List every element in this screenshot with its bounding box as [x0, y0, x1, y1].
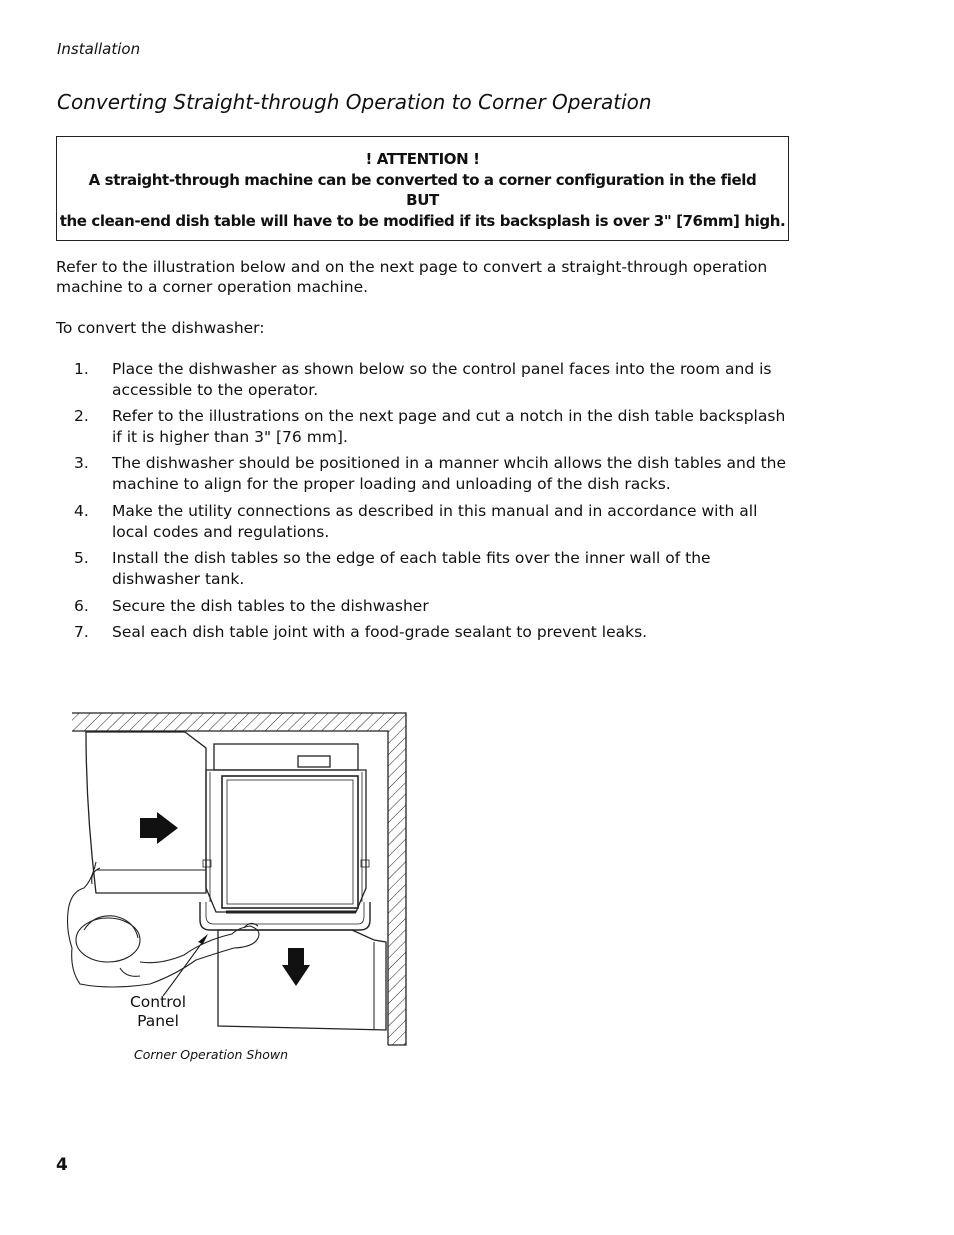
control-panel-callout	[122, 993, 194, 1031]
callout-line: Panel	[137, 1012, 179, 1030]
figure-caption: Corner Operation Shown	[134, 1047, 289, 1062]
illustration-drawing	[60, 705, 420, 1053]
step-number: 6.	[74, 597, 89, 615]
steps-list	[56, 359, 796, 644]
step-item	[56, 453, 796, 501]
step-item	[56, 359, 796, 406]
attention-line: BUT	[406, 191, 439, 209]
step-item	[56, 622, 796, 644]
clean-dish-table	[218, 930, 386, 1030]
attention-line: the clean-end dish table will have to be modified if its backsplash is over 3" [76mm] high.	[59, 211, 786, 230]
operator-figure	[68, 862, 260, 987]
step-item	[56, 596, 796, 622]
soiled-dish-table	[86, 732, 206, 893]
step-item	[56, 501, 796, 548]
step-number: 7.	[74, 623, 89, 641]
step-text: Make the utility connections as described in this manual and in accordance with all local codes and regulations.	[112, 502, 758, 541]
step-item	[56, 406, 796, 453]
step-number: 4.	[74, 502, 89, 520]
right-arrow-icon	[140, 812, 178, 844]
section-label: Installation	[57, 40, 141, 58]
dishwasher-body	[200, 744, 370, 930]
convert-lead: To convert the dishwasher:	[56, 319, 265, 337]
step-item	[56, 548, 796, 596]
callout-leaders	[163, 940, 204, 996]
step-text: Secure the dish tables to the dishwasher	[112, 597, 429, 615]
page-number: 4	[56, 1155, 68, 1175]
callout-line: Control	[129, 993, 187, 1011]
step-text: Seal each dish table joint with a food-grade sealant to prevent leaks.	[112, 623, 648, 641]
page-title: Converting Straight-through Operation to Corner Operation	[57, 90, 652, 114]
attention-notice	[56, 136, 789, 241]
step-number: 3.	[74, 454, 89, 472]
step-text: Refer to the illustrations on the next page and cut a notch in the dish table backsplash if it is higher than 3" [76 mm].	[112, 407, 786, 446]
step-number: 5.	[74, 549, 89, 567]
step-text: Install the dish tables so the edge of each table fits over the inner wall of the dishwasher tank.	[112, 549, 711, 588]
wall-right	[388, 731, 406, 1045]
attention-heading: ! ATTENTION !	[365, 150, 480, 168]
step-text: Place the dishwasher as shown below so the control panel faces into the room and is accessible to the operator.	[112, 360, 772, 399]
step-text: The dishwasher should be positioned in a manner whcih allows the dish tables and the machine to align for the proper loading and unloading of the dish racks.	[112, 454, 787, 493]
down-arrow-icon	[282, 948, 310, 986]
intro-paragraph: Refer to the illustration below and on the next page to convert a straight-through operation machine to a corner operation machine.	[56, 258, 768, 296]
step-number: 1.	[74, 360, 89, 378]
attention-line: A straight-through machine can be converted to a corner configuration in the field	[88, 170, 757, 189]
corner-operation-illustration	[60, 705, 420, 1053]
step-number: 2.	[74, 407, 89, 425]
